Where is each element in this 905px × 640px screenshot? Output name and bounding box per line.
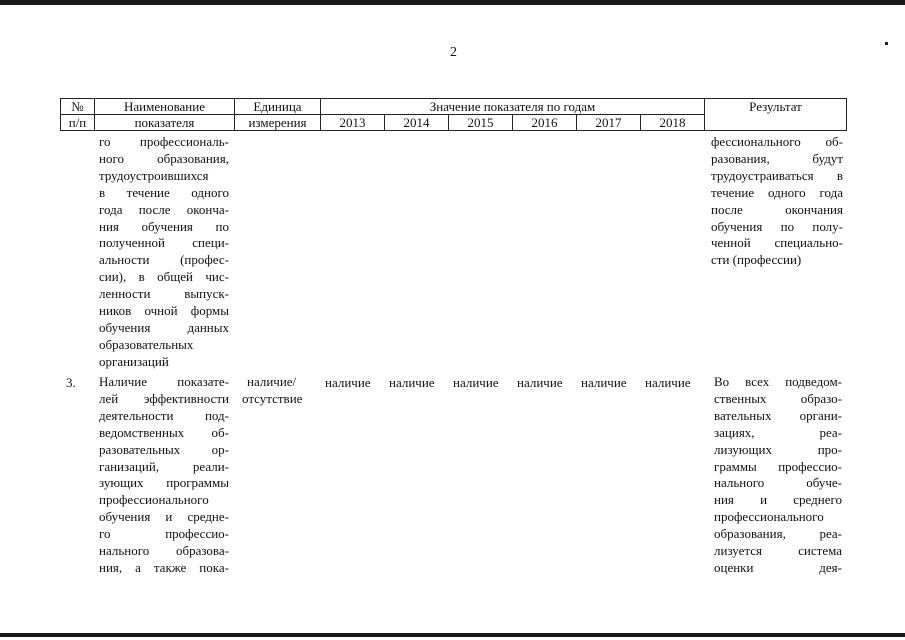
text-line: разования, будут: [711, 150, 843, 166]
page-number: 2: [450, 45, 457, 60]
header-year: 2014: [385, 115, 449, 131]
text-line: сии), в общей чис-: [99, 269, 229, 285]
text-line: деятельности под-: [99, 407, 229, 423]
text-line: в течение одного: [99, 184, 229, 200]
bottom-scan-border: [0, 633, 905, 637]
text-line: ганизаций, реали-: [99, 458, 229, 474]
scan-speck: [885, 42, 888, 45]
header-number: №: [61, 99, 95, 115]
text-line: ния, а также пока-: [99, 559, 229, 575]
header-year: 2018: [641, 115, 705, 131]
text-line: трудоустраиваться в: [711, 167, 843, 183]
text-line: нального образова-: [99, 543, 229, 559]
text-line: обучения и средне-: [99, 509, 229, 525]
row3-value-2016: наличие: [517, 375, 563, 390]
text-line: обучения по полу-: [711, 218, 843, 234]
top-scan-border: [0, 0, 905, 5]
text-line: фессионального об-: [711, 134, 843, 149]
row3-number: 3.: [66, 375, 76, 390]
text-line: обучения данных: [99, 319, 229, 335]
text-line: отсутствие: [242, 390, 303, 406]
text-line: альности (профес-: [99, 252, 229, 268]
text-line: полученной специ-: [99, 235, 229, 251]
table-header: [60, 98, 847, 131]
header-values-by-year: Значение показателя по годам: [321, 99, 705, 115]
row3-indicator-name: [99, 374, 229, 577]
text-line: разовательных ор-: [99, 441, 229, 457]
text-line: профессионального: [714, 509, 824, 525]
text-line: ния и среднего: [714, 492, 842, 508]
text-line: после окончания: [711, 201, 843, 217]
text-line: зующих программы: [99, 475, 229, 491]
row3-value-2015: наличие: [453, 375, 499, 390]
text-line: оценки дея-: [714, 559, 842, 575]
header-unit: Единица: [235, 99, 321, 115]
header-year: 2013: [321, 115, 385, 131]
text-line: течение одного года: [711, 184, 843, 200]
text-line: граммы профессио-: [714, 458, 842, 474]
text-line: трудоустроившихся: [99, 167, 209, 183]
header-year: 2017: [577, 115, 641, 131]
text-line: ведомственных об-: [99, 424, 229, 440]
text-line: года после оконча-: [99, 201, 229, 217]
header-indicator-name-sub: показателя: [95, 115, 235, 131]
prev-row-result: [711, 134, 843, 269]
text-line: го профессиональ-: [99, 134, 229, 149]
text-line: образовательных: [99, 336, 194, 352]
text-line: ченной специально-: [711, 235, 843, 251]
header-unit-sub: измерения: [235, 115, 321, 131]
text-line: лизующих про-: [714, 441, 842, 457]
row3-value-2014: наличие: [389, 375, 435, 390]
text-line: ного образования,: [99, 150, 229, 166]
text-line: лизуется система: [714, 543, 842, 559]
row3-result: [714, 374, 842, 577]
text-line: Во всех подведом-: [714, 374, 842, 389]
text-line: лей эффективности: [99, 390, 229, 406]
row3-value-2013: наличие: [325, 375, 371, 390]
text-line: организаций: [99, 353, 169, 369]
text-line: го профессио-: [99, 526, 229, 542]
text-line: образования, реа-: [714, 526, 842, 542]
text-line: профессионального: [99, 492, 209, 508]
header-indicator-name: Наименование: [95, 99, 235, 115]
text-line: зациях, реа-: [714, 424, 842, 440]
text-line: наличие/: [247, 374, 297, 389]
text-line: ленности выпуск-: [99, 286, 229, 302]
text-line: нального обуче-: [714, 475, 842, 491]
text-line: Наличие показате-: [99, 374, 229, 389]
header-result: Результат: [705, 99, 847, 131]
text-line: ния обучения по: [99, 218, 229, 234]
text-line: сти (профессии): [711, 252, 802, 268]
text-line: ственных образо-: [714, 390, 842, 406]
prev-row-indicator-name: [99, 134, 229, 371]
text-line: вательных органи-: [714, 407, 842, 423]
header-year: 2015: [449, 115, 513, 131]
header-year: 2016: [513, 115, 577, 131]
row3-unit: [242, 374, 322, 408]
text-line: ников очной формы: [99, 303, 229, 319]
header-number-sub: п/п: [61, 115, 95, 131]
row3-value-2018: наличие: [645, 375, 691, 390]
row3-value-2017: наличие: [581, 375, 627, 390]
